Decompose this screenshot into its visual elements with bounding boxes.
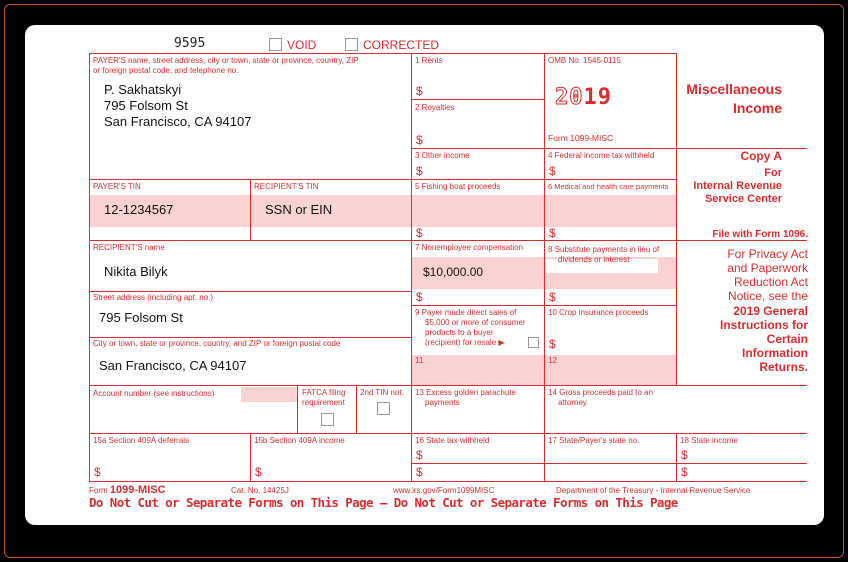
box6-label: 6 Medical and health care payments <box>548 182 669 191</box>
year-prefix: 20 <box>555 85 584 110</box>
box3-label: 3 Other income <box>415 151 470 160</box>
box18-dollar-a: $ <box>681 448 688 462</box>
box12-label: 12 <box>548 356 557 365</box>
payer-street[interactable]: 795 Folsom St <box>104 98 188 113</box>
fatca-checkbox[interactable] <box>321 413 334 426</box>
account-highlight <box>241 387 297 402</box>
payer-tin[interactable]: 12-1234567 <box>104 202 174 217</box>
file-with: File with Form 1096. <box>712 229 808 240</box>
instr-line2: Instructions for <box>719 318 808 332</box>
box3-dollar: $ <box>416 164 423 178</box>
box15a-dollar: $ <box>94 465 101 479</box>
tin2-label: 2nd TIN not. <box>360 388 404 397</box>
privacy-line4: Notice, see the <box>727 289 808 303</box>
recipient-street[interactable]: 795 Folsom St <box>99 310 183 325</box>
omb-number: OMB No. 1545-0115 <box>548 56 621 65</box>
box8-line2: dividends or interest <box>558 255 630 264</box>
box10-dollar: $ <box>549 337 556 351</box>
privacy-line3: Reduction Act <box>733 275 808 289</box>
box2-label: 2 Royalties <box>415 103 455 112</box>
payer-name[interactable]: P. Sakhatskyi <box>104 82 182 97</box>
box16-dollar-b: $ <box>416 465 423 479</box>
box8-line1: 8 Substitute payments in lieu of <box>548 245 660 254</box>
box13-line2: payments <box>425 398 460 407</box>
box9-checkbox[interactable] <box>528 337 539 348</box>
box1-dollar: $ <box>416 84 423 98</box>
recipient-city-label: City or town, state or province, country, and ZIP or foreign postal code <box>93 339 341 348</box>
box9-line3: products to a buyer <box>425 328 494 337</box>
box1-label: 1 Rents <box>415 56 443 65</box>
footer-url: www.irs.gov/Form1099MISC <box>393 486 495 495</box>
copy-label: Copy A <box>740 149 782 163</box>
box17-label: 17 State/Payer's state no. <box>548 436 640 445</box>
instr-line4: Information <box>742 346 808 360</box>
box6-dollar: $ <box>549 226 556 240</box>
form-1099-misc <box>25 25 824 525</box>
box18-label: 18 State income <box>680 436 738 445</box>
recipient-name-label: RECIPIENT'S name <box>93 243 165 252</box>
instr-line1: 2019 General <box>733 304 808 318</box>
box15b-dollar: $ <box>255 465 262 479</box>
box7-label: 7 Nonemployee compensation <box>415 243 524 252</box>
footer-form-name: 1099-MISC <box>109 484 166 496</box>
fatca-label-line2: requirement <box>302 398 345 407</box>
footer-warning: Do Not Cut or Separate Forms on This Page — Do Not Cut or Separate Forms on This Page <box>89 495 678 510</box>
box18-dollar-b: $ <box>681 465 688 479</box>
footer-dept: Department of the Treasury - Internal Revenue Service <box>556 486 751 495</box>
box9-line4: (recipient) for resale ▶ <box>425 338 505 347</box>
control-number: 9595 <box>174 36 206 51</box>
form-name-small: Form 1099-MISC <box>548 133 614 143</box>
box13-line1: 13 Excess golden parachute <box>415 388 516 397</box>
account-label: Account number (see instructions) <box>93 389 215 398</box>
box2-dollar: $ <box>416 133 423 147</box>
tin2-checkbox[interactable] <box>377 402 390 415</box>
title-line2: Income <box>732 100 782 116</box>
void-checkbox[interactable] <box>269 38 282 51</box>
box4-label: 4 Federal income tax withheld <box>548 151 655 160</box>
payer-tin-label: PAYER'S TIN <box>93 182 141 191</box>
privacy-line1: For Privacy Act <box>727 247 808 261</box>
recipient-tin[interactable]: SSN or EIN <box>265 202 333 217</box>
box15b-label: 15b Section 409A income <box>254 436 345 445</box>
footer-cat: Cat. No. 14425J <box>231 486 289 495</box>
title-line1: Miscellaneous <box>686 81 782 97</box>
box15a-label: 15a Section 409A deferrals <box>93 436 190 445</box>
payer-city[interactable]: San Francisco, CA 94107 <box>104 114 252 129</box>
void-label: VOID <box>287 38 317 52</box>
box7-value[interactable]: $10,000.00 <box>423 265 484 279</box>
copy-agency2: Service Center <box>704 193 782 205</box>
copy-for: For <box>764 167 782 179</box>
box4-dollar: $ <box>549 164 556 178</box>
box10-label: 10 Crop insurance proceeds <box>548 308 649 317</box>
box14-line2: attorney <box>558 398 587 407</box>
copy-agency1: Internal Revenue <box>693 180 782 192</box>
recipient-tin-label: RECIPIENT'S TIN <box>254 182 319 191</box>
footer-form-word: Form <box>89 486 108 495</box>
instr-line3: Certain <box>766 332 808 346</box>
recipient-street-label: Street address (including apt. no.) <box>93 293 214 302</box>
box7-dollar: $ <box>416 290 423 304</box>
recipient-city[interactable]: San Francisco, CA 94107 <box>99 358 247 373</box>
instr-line5: Returns. <box>759 360 808 374</box>
box8-dollar: $ <box>549 290 556 304</box>
corrected-label: CORRECTED <box>363 38 440 52</box>
box5-dollar: $ <box>416 226 423 240</box>
box5-label: 5 Fishing boat proceeds <box>415 182 501 191</box>
box11-label: 11 <box>415 356 424 365</box>
payer-label-line2: or foreign postal code, and telephone no. <box>93 66 239 75</box>
box16-dollar-a: $ <box>416 448 423 462</box>
box16-label: 16 State tax withheld <box>415 436 490 445</box>
recipient-name[interactable]: Nikita Bilyk <box>104 264 168 279</box>
privacy-line2: and Paperwork <box>727 261 808 275</box>
fatca-label-line1: FATCA filing <box>302 388 346 397</box>
corrected-checkbox[interactable] <box>345 38 358 51</box>
box14-line1: 14 Gross proceeds paid to an <box>548 388 653 397</box>
box9-line2: $5,000 or more of consumer <box>425 318 526 327</box>
payer-label-line1: PAYER'S name, street address, city or town, state or province, country, ZIP <box>93 56 359 65</box>
year-suffix: 19 <box>583 85 612 110</box>
box9-line1: 9 Payer made direct sales of <box>415 308 517 317</box>
